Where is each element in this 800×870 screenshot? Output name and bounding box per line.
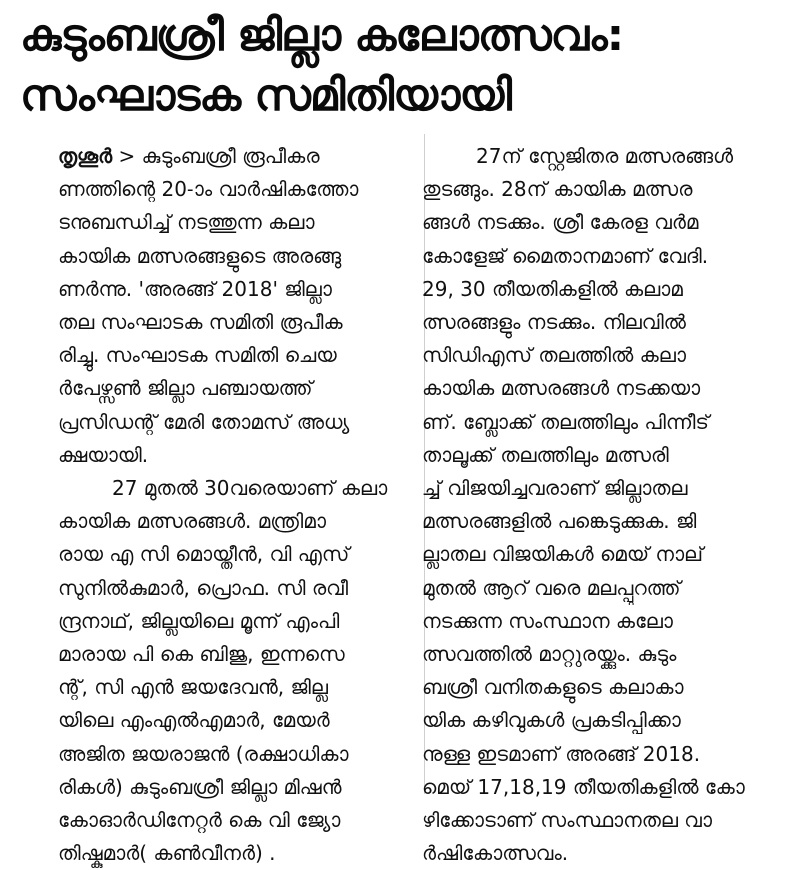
article-line: ങ്ങൾ നടക്കും. ശ്രീ കേരള വർമ (422, 210, 699, 235)
article-line: താലൂക്ക് തലത്തിലും മത്സരി (422, 442, 669, 467)
article-line: തിഷ്കുമാർ( കൺവീനർ) . (58, 841, 276, 866)
article-line: 29, 30 തീയതികളിൽ കലാമ (422, 276, 683, 301)
paragraph-start-line: 27 മുതൽ 30വരെയാണ് കലാ (112, 476, 388, 501)
article-line: കോഓർഡിനേറ്റർ കെ വി ജ്യോ (58, 808, 341, 833)
article-line: ത്സരങ്ങളും നടക്കും. നിലവിൽ (422, 310, 686, 335)
article-line: നുള്ള ഇടമാണ് അരങ്ങ് 2018. (422, 741, 701, 766)
article-line (58, 140, 420, 173)
article-line: ത്സവത്തിൽ മാറ്റുരയ്ക്കും. കുടും (422, 642, 677, 667)
article-line: മത്സരങ്ങളിൽ പങ്കെടുക്കുക. ജി (422, 509, 697, 534)
article-line: ഴിക്കോടാണ് സംസ്ഥാനതല വാ (422, 808, 712, 833)
article-line: സിഡിഎസ് തലത്തിൽ കലാ (422, 343, 686, 368)
article-line: ല്ലാതല വിജയികൾ മെയ് നാല് (422, 542, 703, 567)
article-line: അജിത ജയരാജൻ (രക്ഷാധികാ (58, 741, 349, 766)
article-line: നടക്കുന്ന സംസ്ഥാന കലോ (422, 608, 673, 633)
article-line-text: > കുടുംബശ്രീ രൂപീകര (118, 144, 320, 168)
article-line: ച്ച് വിജയിച്ചവരാണ് ജില്ലാതല (422, 476, 688, 501)
article-right-column (422, 140, 786, 870)
article-line: രിച്ചു. സംഘാടക സമിതി ചെയ (58, 343, 337, 368)
article-line: രികൾ) കുടുംബശ്രീ ജില്ലാ മിഷൻ (58, 774, 342, 799)
article-line: ബശ്രീ വനിതകളുടെ കലാകാ (422, 675, 684, 700)
headline-line-2: സംഘാടക സമിതിയായി (20, 70, 511, 121)
article-line: തല സംഘാടക സമിതി രൂപീക (58, 310, 343, 335)
article-line: ക്ഷയായി. (58, 442, 149, 467)
article-line: യിലെ എംഎൽഎമാർ, മേയർ (58, 708, 330, 733)
article-line: ന്ദ്രനാഥ്, ജില്ലയിലെ മൂന്ന് എംപി (58, 608, 340, 633)
article-line: കായിക മത്സരങ്ങൾ നടക്കയാ (422, 376, 701, 401)
article-left-column (58, 140, 420, 870)
article-line: ണത്തിന്റെ 20-ാം വാർഷികത്തോ (58, 177, 359, 202)
article-line: ണർന്നു. 'അരങ്ങ് 2018' ജില്ലാ (58, 276, 332, 301)
article-line: ർപേഴ്സൺ ജില്ലാ പഞ്ചായത്ത് (58, 376, 313, 401)
headline-line-1: കുടുംബശ്രീ ജില്ലാ കലോത്സവം: (20, 10, 624, 61)
paragraph-start-line: 27ന് സ്റ്റേജിതര മത്സരങ്ങൾ (476, 144, 734, 168)
article-line: ന്റ്, സി എൻ ജയദേവൻ, ജില്ല (58, 675, 328, 700)
article-line: മാരായ പി കെ ബിജു, ഇന്നസെ (58, 642, 345, 667)
article-line: കായിക മത്സരങ്ങളുടെ അരങ്ങു (58, 243, 342, 268)
article-line: പ്രസിഡന്റ് മേരി തോമസ് അധ്യ (58, 409, 350, 434)
article-line: തുടങ്ങും. 28ന് കായിക മത്സര (422, 177, 693, 202)
headline (20, 6, 780, 126)
article-line: സുനിൽകുമാർ, പ്രൊഫ. സി രവീ (58, 575, 349, 600)
article-line: മുതൽ ആറ് വരെ മലപ്പുറത്ത് (422, 575, 681, 600)
article-line: മെയ് 17,18,19 തീയതികളിൽ കോ (422, 774, 745, 799)
article-line: ർഷികോത്സവം. (422, 841, 569, 866)
article-line: കോളേജ് മൈതാനമാണ് വേദി. (422, 243, 709, 268)
article-line: യിക കഴിവുകൾ പ്രകടിപ്പിക്കാ (422, 708, 681, 733)
article-line: രായ എ സി മൊയ്തീൻ, വി എസ് (58, 542, 350, 567)
article-line: ടനുബന്ധിച്ച് നടത്തുന്ന കലാ (58, 210, 315, 235)
article-line: ണ്. ബ്ലോക്ക് തലത്തിലും പിന്നീട് (422, 409, 709, 434)
dateline: തൃശൂർ (58, 144, 113, 168)
article-line: കായിക മത്സരങ്ങൾ. മന്ത്രിമാ (58, 509, 326, 534)
